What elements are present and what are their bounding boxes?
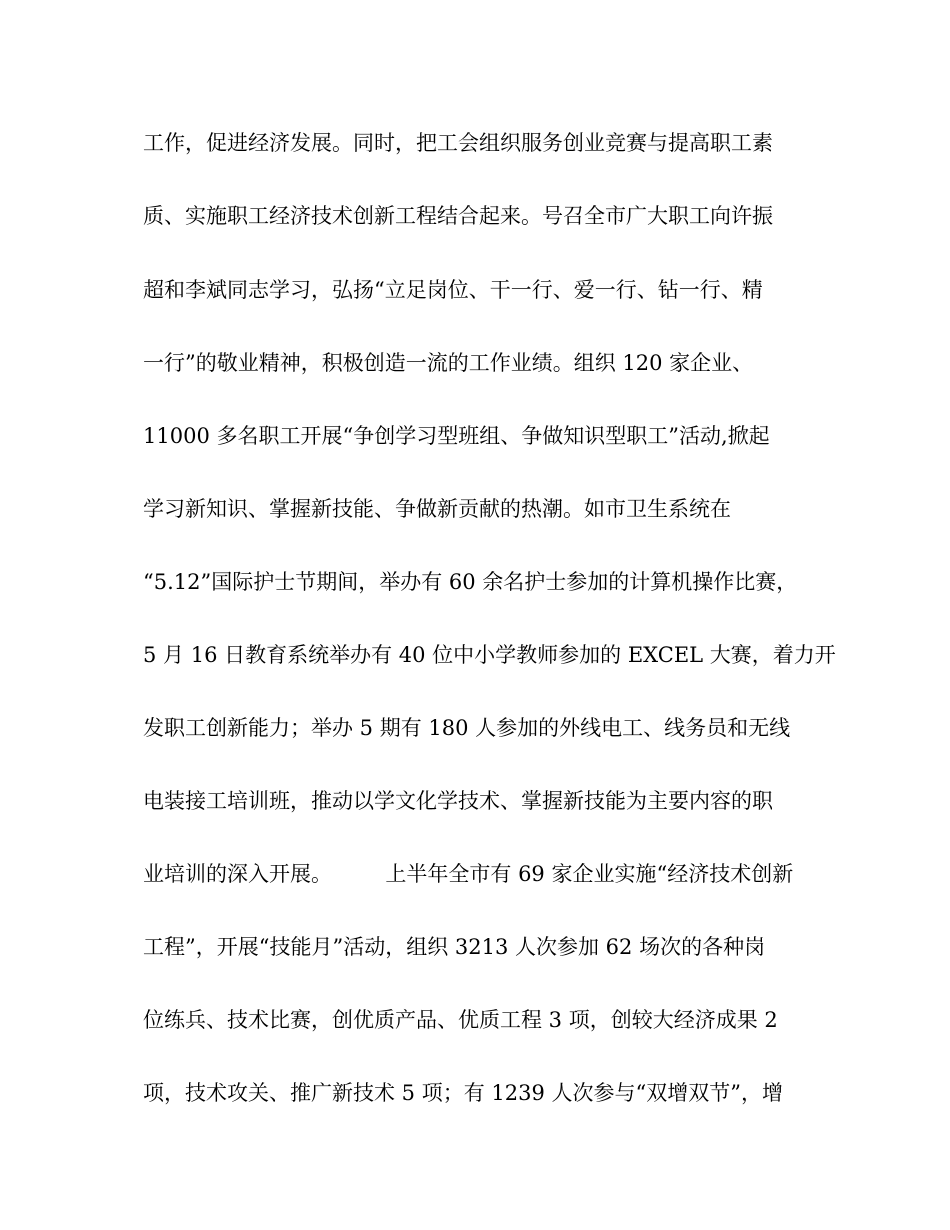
text-line: 超和李斌同志学习，弘扬“立足岗位、干一行、爱一行、钻一行、精 [143, 278, 763, 302]
text-line: 位练兵、技术比赛，创优质产品、优质工程 3 项，创较大经济成果 2 [143, 1008, 778, 1032]
text-line: 电装接工培训班，推动以学文化学技术、掌握新技能为主要内容的职 [143, 789, 773, 813]
text-line: “5.12”国际护士节期间，举办有 60 余名护士参加的计算机操作比赛， [143, 570, 798, 594]
text-line: 学习新知识、掌握新技能、争做新贡献的热潮。如市卫生系统在 [143, 497, 731, 521]
text-line: 11000 多名职工开展“争创学习型班组、争做知识型职工”活动,掀起 [143, 424, 770, 448]
text-line: 工作，促进经济发展。同时，把工会组织服务创业竞赛与提高职工素 [143, 131, 773, 155]
text-line: 一行”的敬业精神，积极创造一流的工作业绩。组织 120 家企业、 [143, 351, 754, 375]
text-line: 项，技术攻关、推广新技术 5 项；有 1239 人次参与“双增双节”，增 [143, 1081, 783, 1105]
text-line: 业培训的深入开展。 上半年全市有 69 家企业实施“经济技术创新 [143, 862, 794, 886]
text-line: 5 月 16 日教育系统举办有 40 位中小学教师参加的 EXCEL 大赛，着力开 [143, 643, 836, 667]
text-line: 质、实施职工经济技术创新工程结合起来。号召全市广大职工向许振 [143, 204, 773, 228]
text-line: 工程”，开展“技能月”活动，组织 3213 人次参加 62 场次的各种岗 [143, 935, 766, 959]
text-line: 发职工创新能力；举办 5 期有 180 人参加的外线电工、线务员和无线 [143, 716, 791, 740]
